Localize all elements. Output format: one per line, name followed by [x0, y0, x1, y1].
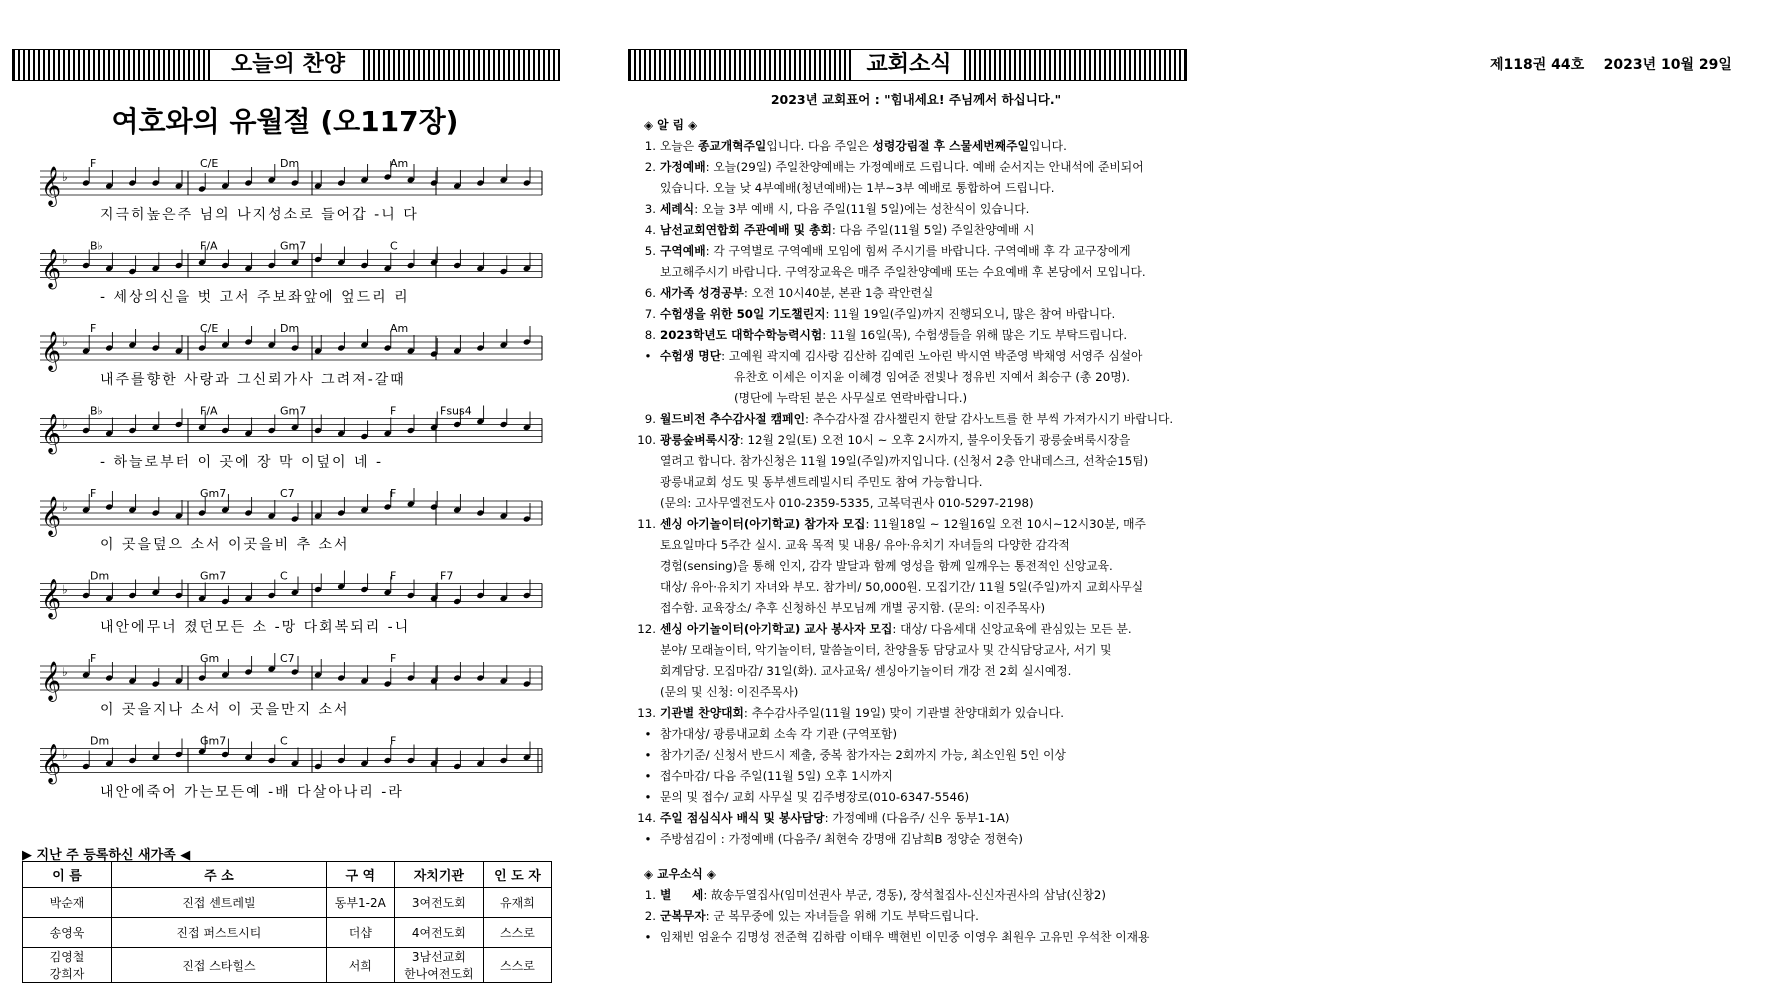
item-number: 7.: [644, 307, 656, 321]
item-heading: 가정예배: [660, 160, 706, 174]
chord-label: Gm7: [200, 734, 227, 748]
chord-label: Am: [390, 322, 409, 335]
item-number: 11.: [637, 517, 656, 531]
item-number: 4.: [644, 223, 656, 237]
item-continuation: 있습니다. 오늘 낮 4부예배(청년예배)는 1부~3부 예배로 통합하여 드립니다.: [660, 181, 1055, 195]
notice-item: [636, 304, 1196, 325]
chord-label: F: [90, 322, 97, 335]
chord-label: Gm7: [200, 487, 227, 500]
item-detail: : 오늘 3부 예배 시, 다음 주일(11월 5일)에는 성찬식이 있습니다.: [694, 202, 1030, 216]
music-system: [40, 240, 542, 306]
item-text: [660, 346, 1196, 367]
item-heading: 월드비전 추수감사절 캠페인: [660, 412, 805, 426]
lyric-line: 이 곳을덮으 소서 이곳을비 추 소서: [100, 537, 350, 553]
item-continuation: 토요일마다 5주간 실시. 교육 목적 및 내용/ 유아·유치기 자녀들의 다양한 감각적: [660, 538, 1070, 552]
item-detail: : 각 구역별로 구역예배 모임에 힘써 주시기를 바랍니다. 구역예배 후 각 교구장에게: [705, 244, 1131, 258]
notice-item: [636, 745, 1196, 766]
section-header-worship: [12, 49, 560, 81]
item-heading: 별 세: [660, 888, 704, 902]
item-number: 2.: [644, 909, 656, 923]
bullet-icon: •: [644, 748, 652, 762]
item-text: [660, 304, 1196, 325]
lyric-line: 내안에죽어 가는모든예 -배 다살아나리 -라: [100, 784, 404, 801]
chord-label: Gm7: [280, 404, 307, 418]
table-cell: 3남선교회 한나여전도회: [394, 948, 483, 983]
lyric-line: 내주를향한 사랑과 그신뢰가사 그려져-갈때: [100, 372, 406, 388]
item-continuation: 경험(sensing)을 통해 인지, 감각 발달과 함께 영성을 함께 일깨우는 통전적인 신앙교육.: [660, 559, 1113, 573]
item-text: [660, 619, 1196, 640]
member-news-title: ◈ 교우소식 ◈: [644, 867, 716, 881]
item-detail: : 故송두열집사(임미선권사 부군, 경동), 장석철집사-신신자권사의 삼남(신창2): [703, 888, 1107, 902]
item-text: [660, 703, 1196, 724]
table-header-cell: 이 름: [23, 862, 112, 888]
item-heading: 센싱 아기놀이터(아기학교) 참가자 모집: [660, 517, 866, 531]
bullet-icon: •: [644, 727, 652, 741]
notice-item: [636, 241, 1196, 262]
table-cell: 스스로: [483, 918, 551, 948]
church-notices: [636, 89, 1196, 948]
table-cell: 유재희: [483, 888, 551, 918]
item-number: 13.: [637, 706, 656, 720]
treble-clef-icon: 𝄞: [41, 496, 62, 536]
chord-label: C/E: [200, 157, 219, 170]
item-detail: : 추수감사주일(11월 19일) 맞이 기관별 찬양대회가 있습니다.: [743, 706, 1065, 720]
registration-caption: ▶ 지난 주 등록하신 새가족 ◀: [22, 848, 191, 863]
sheet-music: [30, 155, 550, 815]
music-system: [40, 652, 542, 718]
item-detail: : 다음 주일(11월 5일) 주일찬양예배 시: [831, 223, 1035, 237]
table-cell: 더샵: [326, 918, 394, 948]
bullet-icon: •: [644, 832, 652, 846]
table-header-cell: 자치기관: [394, 862, 483, 888]
notice-item: [636, 220, 1196, 241]
item-detail: : 12월 2일(토) 오전 10시 ~ 오후 2시까지, 불우이웃돕기 광릉숲벼룩시장을: [739, 433, 1131, 447]
item-number: 1.: [644, 888, 656, 902]
chord-label: F: [90, 157, 97, 170]
item-detail: 입니다. 다음 주일은: [766, 139, 873, 153]
item-continuation: 보고해주시기 바랍니다. 구역장교육은 매주 주일찬양예배 또는 수요예배 후 본당에서 모입니다.: [660, 265, 1146, 279]
item-detail: : 11월 19일(주일)까지 진행되오니, 많은 참여 바랍니다.: [825, 307, 1116, 321]
item-text: [660, 430, 1196, 451]
item-text: [660, 283, 1196, 304]
item-heading: 새가족 성경공부: [660, 286, 744, 300]
notice-item: [636, 619, 1196, 640]
chord-label: Am: [390, 157, 409, 170]
section-header-news: [628, 49, 1187, 81]
item-detail: 접수마감/ 다음 주일(11월 5일) 오후 1시까지: [660, 769, 893, 783]
item-text: [660, 808, 1196, 829]
item-text: [660, 136, 1196, 157]
item-number: 12.: [637, 622, 656, 636]
item-text: [660, 409, 1196, 430]
issue-info: 제118권 44호 2023년 10월 29일: [1490, 57, 1732, 73]
item-heading: 주일 점심식사 배식 및 봉사담당: [660, 811, 825, 825]
table-cell: 스스로: [483, 948, 551, 983]
item-text: [660, 927, 1196, 948]
flat-icon: ♭: [62, 417, 68, 432]
flat-icon: ♭: [62, 170, 68, 184]
table-cell: 김영철 강희자: [23, 948, 112, 983]
item-detail: 오늘은: [660, 139, 698, 153]
music-system: [40, 487, 542, 553]
item-detail: : 11월 16일(목), 수험생들을 위해 많은 기도 부탁드립니다.: [822, 328, 1128, 342]
music-system: [40, 735, 542, 801]
chord-label: B♭: [90, 239, 103, 253]
item-heading: 성령강림절 후 스물세번째주일: [872, 139, 1029, 153]
item-detail: : 가정예배 (다음주/ 신우 동부1-1A): [824, 811, 1010, 825]
item-number: 8.: [644, 328, 656, 342]
chord-label: Dm: [90, 734, 110, 748]
notice-item: [636, 514, 1196, 535]
item-text: [660, 885, 1196, 906]
item-heading: 광릉숲벼룩시장: [660, 433, 740, 447]
item-heading: 종교개혁주일: [697, 139, 767, 153]
item-continuation: 회계담당. 모집마감/ 31일(화). 교사교육/ 센싱아기놀이터 개강 전 2회 실시예정.: [660, 664, 1072, 678]
bullet-icon: •: [644, 790, 652, 804]
flat-icon: ♭: [62, 252, 68, 267]
item-text: [660, 724, 1196, 745]
item-number: 5.: [644, 244, 656, 258]
item-text: [660, 745, 1196, 766]
announcement-list: [636, 136, 1196, 850]
item-text: [660, 766, 1196, 787]
item-number: 1.: [644, 139, 656, 153]
notice-item: [636, 283, 1196, 304]
table-row: [23, 888, 552, 918]
item-heading: 군복무자: [660, 909, 706, 923]
item-heading: 센싱 아기놀이터(아기학교) 교사 봉사자 모집: [660, 622, 893, 636]
chord-label: Dm: [90, 569, 110, 583]
chord-label: C: [280, 734, 288, 748]
item-heading: 세례식: [660, 202, 695, 216]
notice-item: [636, 157, 1196, 178]
church-motto: 2023년 교회표어 : "힘내세요! 주님께서 하십니다.": [770, 92, 1062, 107]
notice-item: [636, 346, 1196, 367]
item-continuation: 분야/ 모래놀이터, 악기놀이터, 말씀놀이터, 찬양율동 담당교사 및 간식담당교사, 서기 및: [660, 643, 1112, 657]
chord-label: C7: [280, 487, 295, 500]
chord-label: Dm: [280, 322, 300, 335]
item-continuation: (문의 및 신청: 이진주목사): [660, 685, 799, 699]
chord-label: F: [390, 487, 397, 500]
treble-clef-icon: 𝄞: [41, 578, 62, 619]
item-text: [660, 829, 1196, 850]
item-number: 3.: [644, 202, 656, 216]
item-number: 10.: [637, 433, 656, 447]
item-continuation: 접수함. 교육장소/ 추후 신청하신 부모님께 개별 공지함. (문의: 이진주목사): [660, 601, 1046, 615]
table-cell: 3여전도회: [394, 888, 483, 918]
notice-item: [636, 829, 1196, 850]
flat-icon: ♭: [62, 665, 68, 679]
song-title: 여호와의 유월절 (오117장): [111, 105, 459, 138]
chord-label: B♭: [90, 404, 103, 418]
notice-item: [636, 787, 1196, 808]
item-heading: 남선교회연합회 주관예배 및 총회: [660, 223, 832, 237]
chord-label: F: [390, 734, 397, 748]
item-detail: : 군 복무중에 있는 자녀들을 위해 기도 부탁드립니다.: [705, 909, 979, 923]
chord-label: C: [280, 569, 288, 583]
notice-item: [636, 430, 1196, 451]
chord-label: C: [390, 239, 398, 253]
chord-label: F: [390, 404, 397, 418]
chord-label: F: [390, 652, 397, 665]
notice-item: [636, 136, 1196, 157]
notice-item: [636, 724, 1196, 745]
chord-label: C7: [280, 652, 295, 665]
item-detail: 문의 및 접수/ 교회 사무실 및 김주병장로(010-6347-5546): [660, 790, 970, 804]
lyric-line: 지극히높은주 님의 나지성소로 들어갑 -니 다: [100, 207, 419, 223]
treble-clef-icon: 𝄞: [41, 331, 62, 371]
item-continuation: 대상/ 유아·유치기 자녀와 부모. 참가비/ 50,000원. 모집기간/ 11월 5일(주일)까지 교회사무실: [660, 580, 1144, 594]
item-detail: 입니다.: [1028, 139, 1067, 153]
registration-table: [22, 861, 552, 983]
lyric-line: 내안에무너 졌던모든 소 -망 다회복되리 -니: [100, 619, 411, 636]
item-continuation: 열려고 합니다. 참가신청은 11월 19일(주일)까지입니다. (신청서 2층 안내데스크, 선착순15팀): [660, 454, 1149, 468]
notice-item: [636, 927, 1196, 948]
item-continuation: (문의: 고사무엘전도사 010-2359-5335, 고복덕권사 010-5297-2198): [660, 496, 1034, 510]
item-heading: 수험생을 위한 50일 기도챌린지: [660, 307, 826, 321]
item-detail: 임채빈 엄윤수 김명성 전준혁 김하람 이태우 백현빈 이민중 이영우 최원우 고유민 우석찬 이재용: [660, 930, 1150, 944]
lyric-line: 이 곳을지나 소서 이 곳을만지 소서: [100, 702, 350, 718]
flat-icon: ♭: [62, 500, 68, 514]
item-detail: : 오늘(29일) 주일찬양예배는 가정예배로 드립니다. 예배 순서지는 안내석에 준비되어: [705, 160, 1144, 174]
lyric-line: - 하늘로부터 이 곳에 장 막 이덮이 네 -: [100, 454, 384, 471]
chord-label: F7: [440, 569, 454, 583]
chord-label: F: [90, 652, 97, 665]
item-continuation: 광릉내교회 성도 및 동부센트레빌시티 주민도 참여 가능합니다.: [660, 475, 983, 489]
bullet-icon: •: [644, 769, 652, 783]
chord-label: F: [390, 569, 397, 583]
item-text: [660, 157, 1196, 178]
item-number: 14.: [637, 811, 656, 825]
music-system: [40, 405, 542, 471]
item-heading: 수험생 명단: [660, 349, 722, 363]
item-detail: : 대상/ 다음세대 신앙교육에 관심있는 모든 분.: [892, 622, 1132, 636]
treble-clef-icon: 𝄞: [41, 661, 62, 701]
notice-item: [636, 199, 1196, 220]
item-number: 2.: [644, 160, 656, 174]
chord-label: Gm7: [280, 239, 307, 253]
item-text: [660, 220, 1196, 241]
item-detail: 참가기준/ 신청서 반드시 제출, 중복 참가자는 2회까지 가능, 최소인원 5인 이상: [660, 748, 1066, 762]
section-header-label: 교회소식: [854, 50, 964, 80]
table-cell: 4여전도회: [394, 918, 483, 948]
table-cell: 진접 센트레빌: [112, 888, 327, 918]
notice-item: [636, 885, 1196, 906]
chord-label: F/A: [200, 239, 218, 253]
treble-clef-icon: 𝄞: [41, 743, 62, 784]
item-text: [660, 906, 1196, 927]
treble-clef-icon: 𝄞: [41, 248, 62, 289]
treble-clef-icon: 𝄞: [41, 166, 62, 206]
item-detail: : 11월18일 ~ 12월16일 오전 10시~12시30분, 매주: [865, 517, 1146, 531]
notice-item: [636, 703, 1196, 724]
table-cell: 진접 스타힐스: [112, 948, 327, 983]
table-header-row: [23, 862, 552, 888]
item-text: [660, 241, 1196, 262]
item-detail: 참가대상/ 광릉내교회 소속 각 기관 (구역포함): [660, 727, 898, 741]
table-cell: 박순재: [23, 888, 112, 918]
table-cell: 진접 퍼스트시티: [112, 918, 327, 948]
table-cell: 송영욱: [23, 918, 112, 948]
member-news-list: [636, 885, 1196, 948]
flat-icon: ♭: [62, 747, 68, 762]
chord-label: F/A: [200, 404, 218, 418]
section-header-label: 오늘의 찬양: [213, 50, 363, 80]
item-number: 6.: [644, 286, 656, 300]
item-text: [660, 787, 1196, 808]
treble-clef-icon: 𝄞: [41, 413, 62, 454]
table-cell: 서희: [326, 948, 394, 983]
item-continuation: (명단에 누락된 분은 사무실로 연락바랍니다.): [734, 391, 968, 405]
item-continuation: 유찬호 이세은 이지윤 이혜경 임여준 전빛나 정유빈 지예서 최승구 (총 20명).: [734, 370, 1130, 384]
bullet-icon: •: [644, 349, 652, 363]
announcements-title: ◈ 알 림 ◈: [644, 118, 698, 132]
notice-item: [636, 906, 1196, 927]
item-number: 9.: [644, 412, 656, 426]
item-detail: : 추수감사절 감사챌린지 한달 감사노트를 한 부씩 가져가시기 바랍니다.: [804, 412, 1174, 426]
chord-label: C/E: [200, 322, 219, 335]
chord-label: Fsus4: [440, 404, 472, 418]
notice-item: [636, 808, 1196, 829]
item-heading: 2023학년도 대학수학능력시험: [660, 328, 823, 342]
item-detail: : 오전 10시40분, 본관 1층 곽안련실: [743, 286, 934, 300]
table-header-cell: 인 도 자: [483, 862, 551, 888]
music-system: [40, 322, 542, 388]
table-cell: 동부1-2A: [326, 888, 394, 918]
item-text: [660, 325, 1196, 346]
notice-item: [636, 766, 1196, 787]
lyric-line: - 세상의신을 벗 고서 주보좌앞에 엎드리 리: [100, 289, 410, 306]
item-text: [660, 514, 1196, 535]
chord-label: Gm: [200, 652, 220, 665]
item-detail: 주방섬김이 : 가정예배 (다음주/ 최현숙 강명애 김남희B 정양순 정현숙): [660, 832, 1023, 846]
flat-icon: ♭: [62, 582, 68, 597]
music-system: [40, 570, 542, 636]
chord-label: Gm7: [200, 569, 227, 583]
flat-icon: ♭: [62, 335, 68, 349]
item-heading: 기관별 찬양대회: [660, 706, 744, 720]
item-text: [660, 199, 1196, 220]
chord-label: Dm: [280, 157, 300, 170]
bullet-icon: •: [644, 930, 652, 944]
notice-item: [636, 409, 1196, 430]
table-row: [23, 918, 552, 948]
item-heading: 구역예배: [660, 244, 706, 258]
music-system: [40, 157, 542, 223]
table-header-cell: 구 역: [326, 862, 394, 888]
table-row: [23, 948, 552, 983]
chord-label: F: [90, 487, 97, 500]
notice-item: [636, 325, 1196, 346]
item-detail: : 고예원 곽지예 김사랑 김산하 김예린 노아린 박시연 박준영 박채영 서영주 심설아: [721, 349, 1143, 363]
table-header-cell: 주 소: [112, 862, 327, 888]
